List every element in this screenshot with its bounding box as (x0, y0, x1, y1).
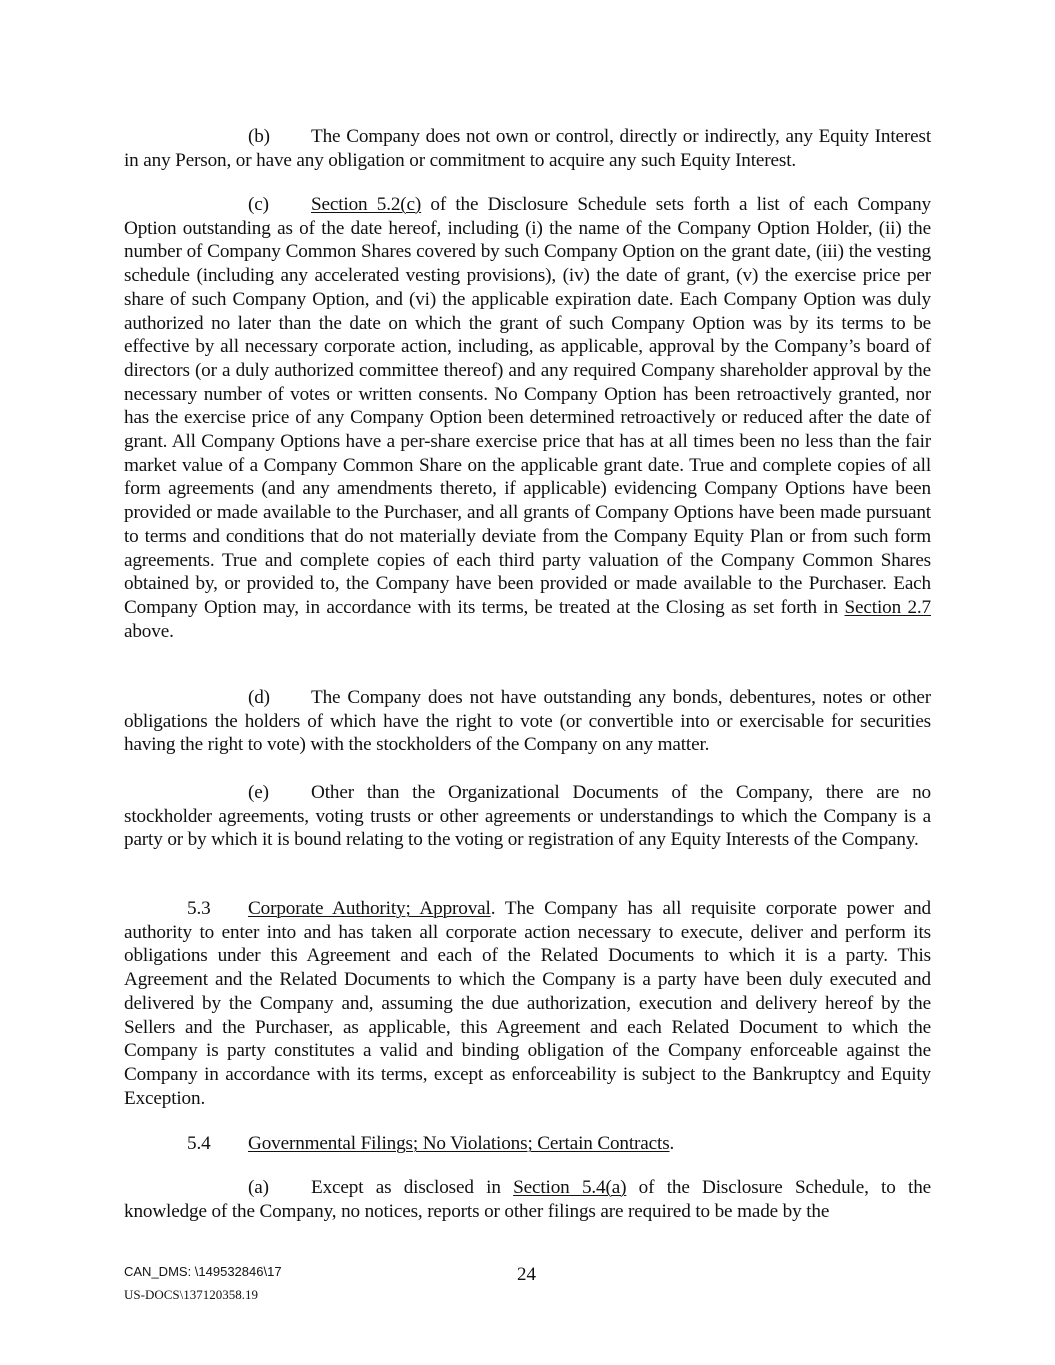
section-5-2-c-link[interactable]: Section 5.2(c) (311, 194, 422, 215)
section-2-7-link[interactable]: Section 2.7 (844, 596, 931, 618)
paragraph-marker: (b) (248, 126, 270, 147)
footer-doc-id-can: CAN_DMS: \149532846\17 (124, 1264, 282, 1279)
section-heading: Corporate Authority; Approval (248, 898, 491, 919)
footer-doc-id-us: US-DOCS\137120358.19 (124, 1287, 258, 1302)
section-5-3 (124, 897, 931, 1110)
paragraph-marker: (a) (248, 1177, 269, 1198)
section-text: . (669, 1133, 675, 1154)
page-number: 24 (517, 1264, 536, 1285)
paragraph-text-end: above. (124, 620, 174, 642)
paragraph-marker: (c) (248, 194, 269, 215)
paragraph-c (124, 193, 931, 643)
paragraph-b (124, 125, 931, 172)
section-number: 5.3 (187, 898, 211, 919)
paragraph-a (124, 1176, 931, 1223)
paragraph-text: The Company does not have outstanding any bonds, debentures, notes or other obligations the holders of which have the right to vote (or convertible into or exercisable for securities having the right to vote) with the stockholders of the Company on any matter. (124, 687, 931, 756)
paragraph-d (124, 686, 931, 757)
section-5-4 (124, 1132, 931, 1156)
section-text: . The Company has all requisite corporate power and authority to enter into and has taken all corporate action necessary to execute, deliver and perform its obligations under this Agreement and each of the Related Documents to which it is a party. This Agreement and the Related Documents to which the Company is a party have been duly executed and delivered by the Company and, assuming the due authorization, execution and delivery hereof by the Sellers and the Purchaser, as applicable, this Agreement and each Related Document to which the Company is party constitutes a valid and binding obligation of the Company enforceable against the Company in accordance with its terms, except as enforceability is subject to the Bankruptcy and Equity Exception. (124, 898, 931, 1109)
section-heading: Governmental Filings; No Violations; Certain Contracts (248, 1133, 670, 1154)
paragraph-marker: (e) (248, 782, 269, 803)
paragraph-text: The Company does not own or control, directly or indirectly, any Equity Interest in any Person, or have any obligation or commitment to acquire any such Equity Interest. (124, 126, 931, 171)
paragraph-text: Other than the Organizational Documents of the Company, there are no stockholder agreements, voting trusts or other agreements or understandings to which the Company is a party or by which it is bound relating to the voting or registration of any Equity Interests of the Company. (124, 782, 931, 851)
paragraph-text: Except as disclosed in (311, 1177, 514, 1198)
section-number: 5.4 (187, 1133, 211, 1154)
paragraph-e (124, 781, 931, 852)
paragraph-text-end: of the Disclosure Schedule, to the knowledge of the Company, no notices, reports or other filings are required to be made by the (124, 1177, 932, 1222)
section-5-4-a-link[interactable]: Section 5.4(a) (513, 1177, 627, 1198)
paragraph-text: of the Disclosure Schedule sets forth a list of each Company Option outstanding as of the date hereof, including (i) the name of the Company Option Holder, (ii) the number of Company Common Shares covered by such Company Option on the grant date, (iii) the vesting schedule (including any accelerated vesting provisions), (iv) the date of grant, (v) the exercise price per share of such Company Option, and (vi) the applicable expiration date. Each Company Option was duly authorized no later than the date on which the grant of such Company Option was by its terms to be effective by all necessary corporate action, including, as applicable, approval by the Company’s board of directors (or a duly authorized committee thereof) and any required Company shareholder approval by the necessary number of votes or written consents. No Company Option has been retroactively granted, nor has the exercise price of any Company Option been determined retroactively or reduced after the date of grant. All Company Options have a per-share exercise price that has at all times been no less than the fair market value of a Company Common Share on the applicable grant date. True and complete copies of all form agreements (and any amendments thereto, if applicable) evidencing Company Options have been provided or made available to the Purchaser, and all grants of Company Options have been made pursuant to terms and conditions that do not materially deviate from the Company Equity Plan or from such form agreements. True and complete copies of each third party valuation of the Company Common Shares obtained by, or provided to, the Company have been provided or made available to the Purchaser. Each Company Option may, in accordance with its terms, be treated at the Closing as set forth in (124, 194, 932, 618)
paragraph-marker: (d) (248, 687, 270, 708)
